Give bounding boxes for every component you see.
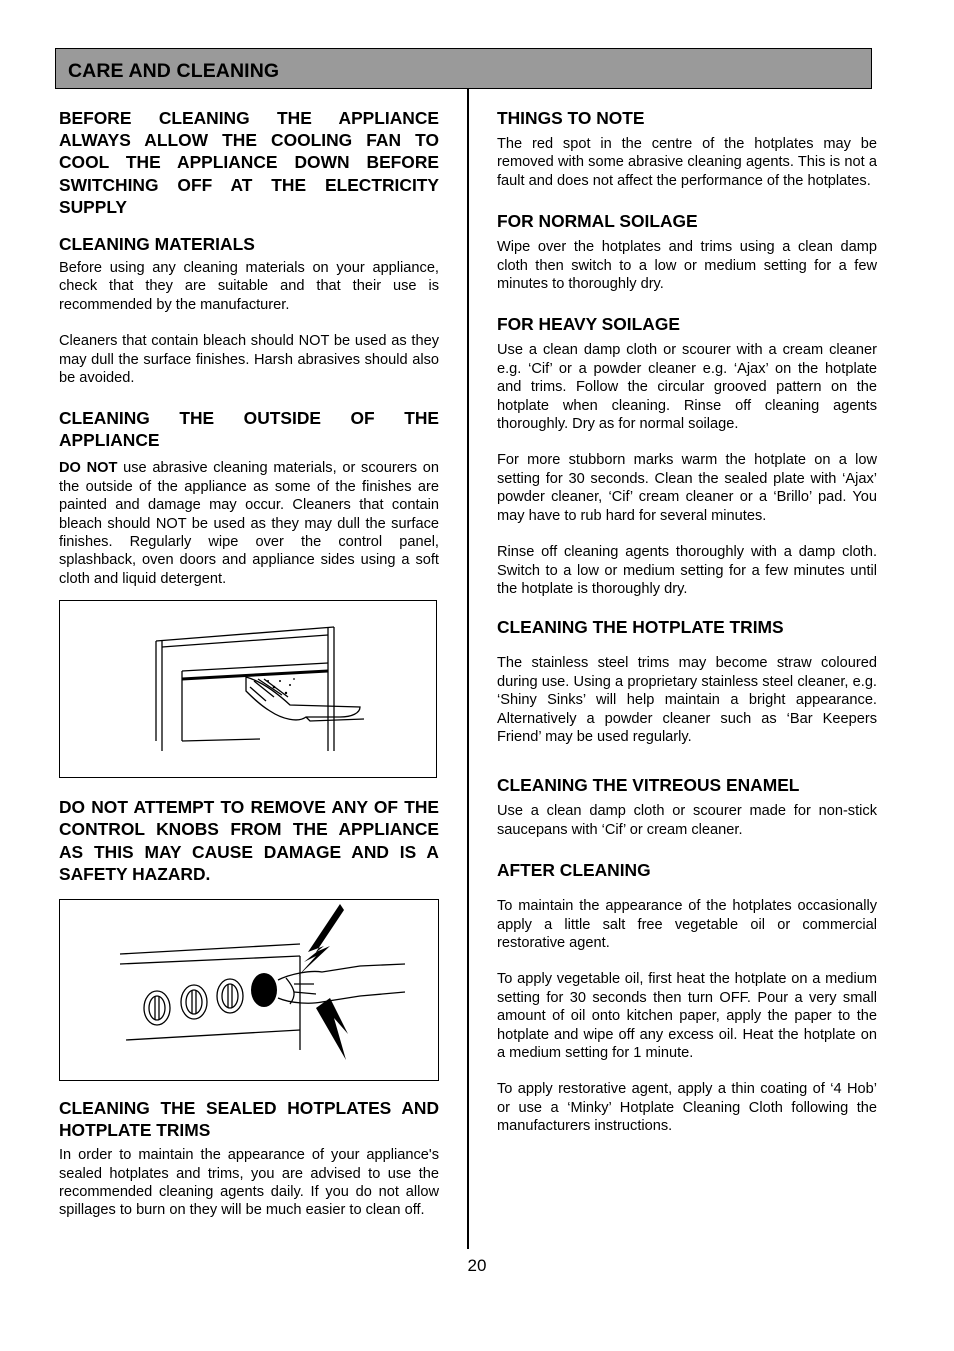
cleaning-outside-body: use abrasive cleaning materials, or scourers on the outside of the appliance as some of the finishes are painted and damage may occur. Cleaners that contain bleach should NOT be used as they may dull the surface finishes. Regularly wipe over the control panel, splashback, oven doors and appliance sides using a soft cloth and liquid detergent. [59,460,439,587]
things-to-note-text: The red spot in the centre of the hotplates may be removed with some abrasive cleaning agents. This is not a fault and does not affect the performance of the hotplates. [497,136,877,189]
right-column [497,107,877,1136]
after-cleaning-text-3: To apply restorative agent, apply a thin coating of ‘4 Hob’ or use a ‘Minky’ Hotplate Cleaning Cloth following the manufacturers instructions. [497,1081,877,1135]
page-number: 20 [467,1256,487,1275]
heavy-soilage-text-2: For more stubborn marks warm the hotplate on a low setting for 30 seconds. Clean the sealed plate with ‘Ajax’ powder cleaner, ‘Cif’ cream cleaner or a ‘Brillo’ pad. You may have to rub hard for several minutes. [497,452,877,524]
column-divider [467,89,469,1249]
after-cleaning-text-2: To apply vegetable oil, first heat the hotplate on a medium setting for 30 seconds then turn OFF. Pour a very small amount of oil onto kitchen paper, apply the paper to the hotplate and wipe off any excess oil. Heat the hotplate on a medium setting for 1 minute. [497,971,877,1061]
heavy-soilage-text-3: Rinse off cleaning agents thoroughly with a damp cloth. Switch to a low or medium setting for a few minutes until the hotplate is thoroughly dry. [497,544,877,597]
oven-door-wiping-illustration [59,600,437,778]
hotplate-trims-text: The stainless steel trims may become straw coloured during use. Using a proprietary stainless steel cleaner, e.g. ‘Shiny Sinks’ will help maintain a bright appearance. Alternatively a powder cleaner such as ‘Bar Keepers Friend’ may be used regularly. [497,655,877,745]
cleaning-outside-text [59,459,439,588]
cleaning-materials-heading: CLEANING MATERIALS [59,234,255,254]
normal-soilage-text: Wipe over the hotplates and trims using a clean damp cloth then switch to a low or medium setting for a few minutes to thoroughly dry. [497,239,877,293]
sealed-hotplates-text: In order to maintain the appearance of your appliance's sealed hotplates and trims, you are advised to use the recommended cleaning agents daily. If you do not allow spillages to burn on they will be much easier to clean off. [59,1147,439,1219]
after-cleaning-heading: AFTER CLEANING [497,860,651,881]
heavy-soilage-heading: FOR HEAVY SOILAGE [497,314,680,335]
cleaning-outside-heading: CLEANING THE OUTSIDE OF THE APPLIANCE [59,408,439,451]
sealed-hotplates-heading: CLEANING THE SEALED HOTPLATES AND HOTPLATE TRIMS [59,1098,439,1141]
things-to-note-heading: THINGS TO NOTE [497,108,645,128]
cooling-fan-warning: BEFORE CLEANING THE APPLIANCE ALWAYS ALLOW THE COOLING FAN TO COOL THE APPLIANCE DOWN BEFORE SWITCHING OFF AT THE ELECTRICITY SUPPLY [59,108,439,217]
after-cleaning-text-1: To maintain the appearance of the hotplates occasionally apply a little salt free vegetable oil or commercial restorative agent. [497,898,877,951]
left-column [59,107,439,1220]
section-title-bar [55,48,872,89]
hotplate-trims-heading: CLEANING THE HOTPLATE TRIMS [497,617,784,638]
cleaning-materials-text-2: Cleaners that contain bleach should NOT be used as they may dull the surface finishes. Harsh abrasives should also be avoided. [59,333,439,387]
heavy-soilage-text-1: Use a clean damp cloth or scourer with a cream cleaner e.g. ‘Cif’ or a powder cleaner e.g. ‘Ajax’ on the hotplate and trims. Follow the circular grooved pattern on the hotplate when cleaning. Rinse off cleaning agents thoroughly. Dry as for normal soilage. [497,342,877,433]
normal-soilage-heading: FOR NORMAL SOILAGE [497,211,698,232]
control-knobs-warning: DO NOT ATTEMPT TO REMOVE ANY OF THE CONTROL KNOBS FROM THE APPLIANCE AS THIS MAY CAUSE DAMAGE AND IS A SAFETY HAZARD. [59,797,439,884]
cleaning-materials-text-1: Before using any cleaning materials on your appliance, check that they are suitable and that their use is recommended by the manufacturer. [59,260,439,313]
control-knobs-hazard-illustration [59,899,439,1081]
vitreous-enamel-text: Use a clean damp cloth or scourer made for non-stick saucepans with ‘Cif’ or cream cleaner. [497,803,877,838]
do-not-emphasis: DO NOT [59,460,118,477]
vitreous-enamel-heading: CLEANING THE VITREOUS ENAMEL [497,775,800,796]
section-title: CARE AND CLEANING [68,60,280,82]
